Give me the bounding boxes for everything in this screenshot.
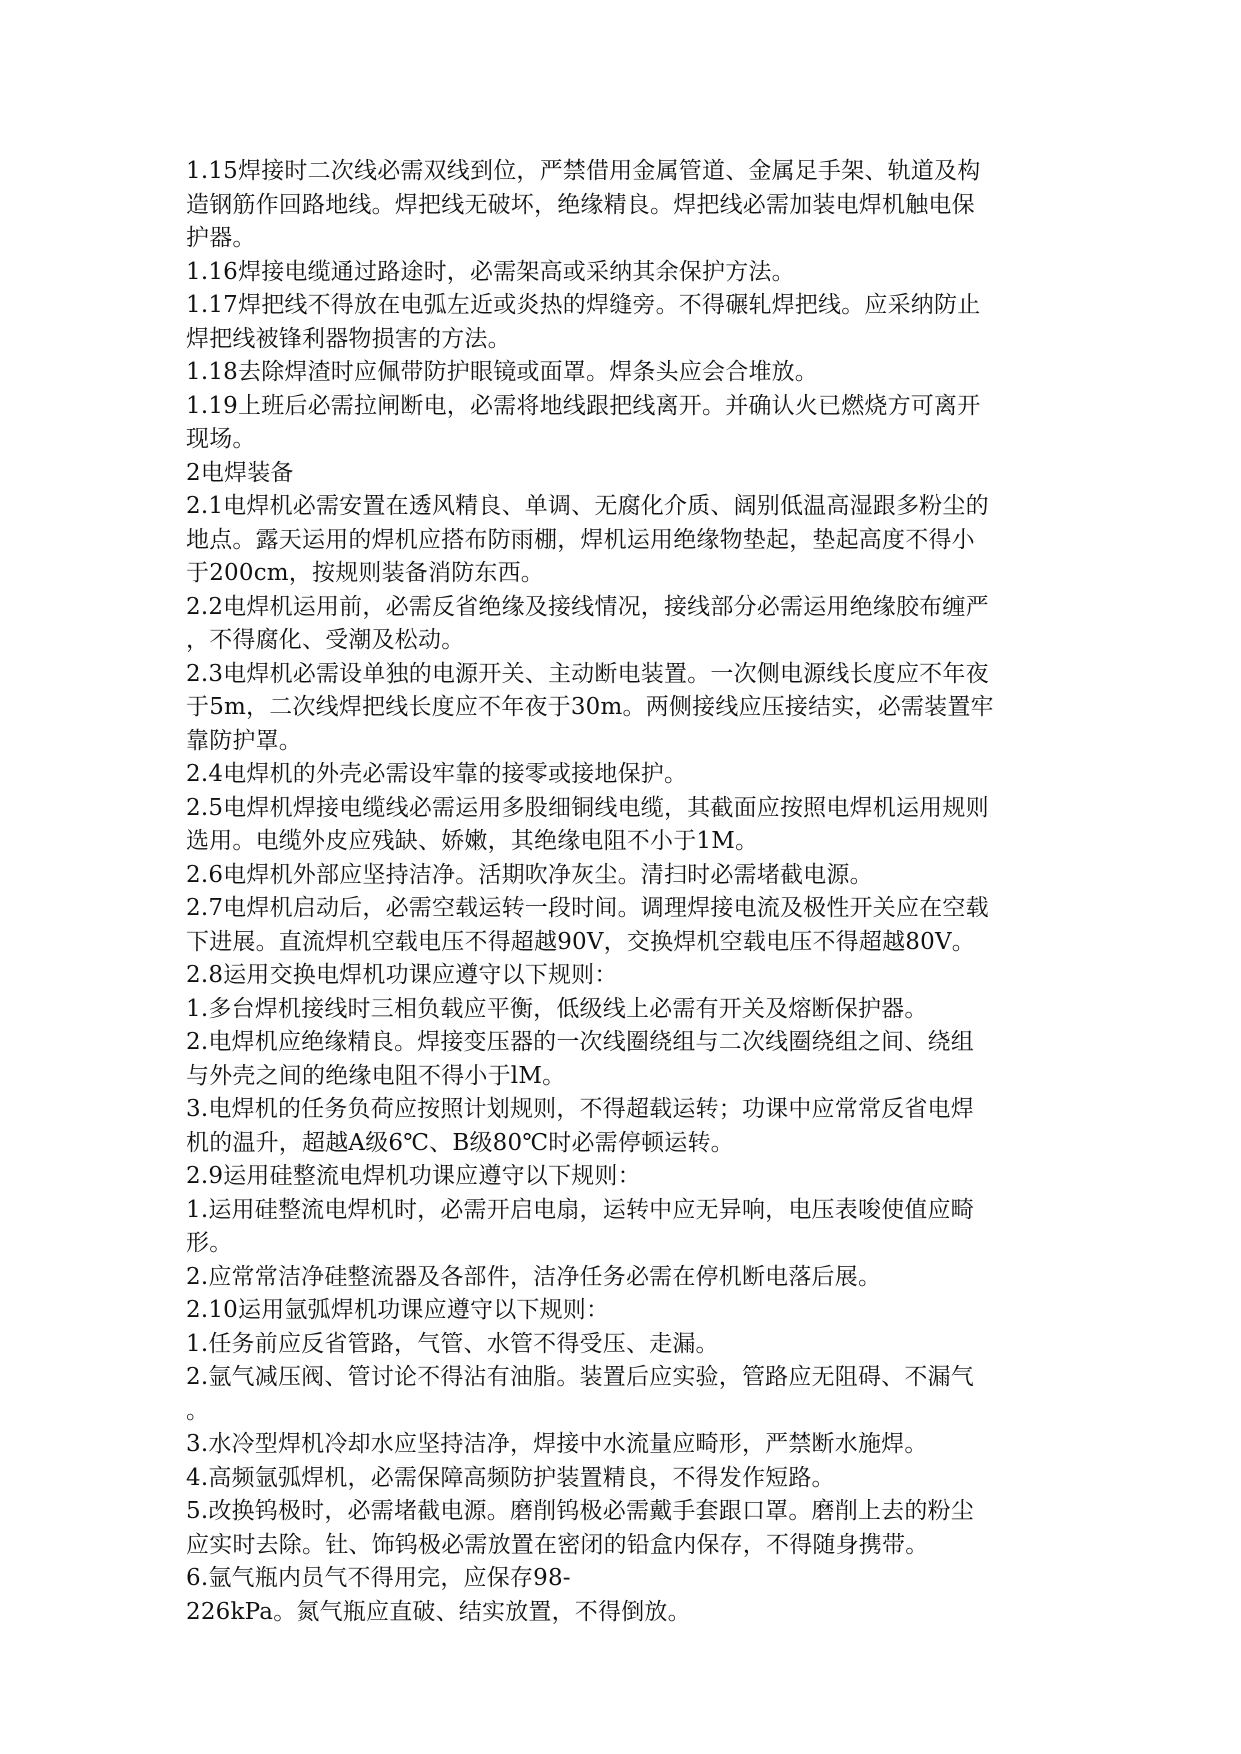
text-line: 1.19上班后必需拉闸断电，必需将地线跟把线离开。并确认火已燃烧方可离开 [186,392,981,419]
text-line: 应实时去除。钍、饰钨极必需放置在密闭的铅盒内保存，不得随身携带。 [186,1531,929,1558]
text-line: 于5m，二次线焊把线长度应不年夜于30m。两侧接线应压接结实，必需装置牢 [186,694,994,720]
text-line: 地点。露天运用的焊机应搭布防雨棚，焊机运用绝缘物垫起，垫起高度不得小 [186,526,975,553]
text-line: 3.水冷型焊机冷却水应坚持洁净，焊接中水流量应畸形，严禁断水施焊。 [186,1431,928,1457]
text-line: 1.17焊把线不得放在电弧左近或炎热的焊缝旁。不得碾轧焊把线。应采纳防止 [186,292,981,318]
text-line: 形。 [186,1230,233,1256]
text-line: 1.运用硅整流电焊机时，必需开启电扇，运转中应无异响，电压表唆使值应畸 [186,1196,974,1223]
text-line: 1.多台焊机接线时三相负载应平衡，低级线上必需有开关及熔断保护器。 [186,995,928,1022]
text-line: 2.3电焊机必需设单独的电源开关、主动断电装置。一次侧电源线长度应不年夜 [186,660,989,687]
text-line: 3.电焊机的任务负荷应按照计划规则，不得超载运转；功课中应常常反省电焊 [186,1096,974,1122]
text-line: 现场。 [186,426,256,452]
text-line: 2.2电焊机运用前，必需反省绝缘及接线情况，接线部分必需运用绝缘胶布缠严 [186,593,989,620]
text-line: 2.氩气减压阀、管讨论不得沾有油脂。装置后应实验，管路应无阻碍、不漏气 [186,1364,974,1390]
text-line: 2.7电焊机启动后，必需空载运转一段时间。调理焊接电流及极性开关应在空载 [186,895,989,921]
text-line: 2.应常常洁净硅整流器及各部件，洁净任务必需在停机断电落后展。 [186,1263,882,1290]
text-line: 1.18去除焊渣时应佩带防护眼镜或面罩。焊条头应会合堆放。 [186,359,819,385]
document-body [186,155,1066,1629]
text-line: 靠防护罩。 [186,727,302,754]
text-line: 与外壳之间的绝缘电阻不得小于lM。 [186,1062,566,1089]
text-line: 1.15焊接时二次线必需双线到位，严禁借用金属管道、金属足手架、轨道及构 [186,158,981,184]
text-line: 2.8运用交换电焊机功课应遵守以下规则： [186,962,618,988]
text-line: 。 [186,1397,210,1424]
text-line: 护器。 [186,225,256,251]
text-line: 机的温升，超越A级6℃、B级80℃时必需停顿运转。 [186,1129,734,1156]
text-line: 2.10运用氩弧焊机功课应遵守以下规则： [186,1297,610,1323]
text-line: 于200cm，按规则装备消防东西。 [186,560,544,586]
text-line: 造钢筋作回路地线。焊把线无破坏，绝缘精良。焊把线必需加装电焊机触电保 [186,191,975,218]
text-line: 226kPa。氮气瓶应直破、结实放置，不得倒放。 [186,1598,691,1625]
text-line: 4.高频氩弧焊机，必需保障高频防护装置精良，不得发作短路。 [186,1464,835,1491]
text-line: 选用。电缆外皮应残缺、娇嫩，其绝缘电阻不小于1M。 [186,828,759,854]
text-line: ，不得腐化、受潮及松动。 [186,627,465,653]
text-line: 焊把线被锋利器物损害的方法。 [186,325,511,352]
text-line: 2.6电焊机外部应坚持洁净。活期吹净灰尘。清扫时必需堵截电源。 [186,861,873,888]
text-line: 1.任务前应反省管路，气管、水管不得受压、走漏。 [186,1330,719,1357]
text-line: 2.4电焊机的外壳必需设牢靠的接零或接地保护。 [186,761,688,787]
text-line: 6.氩气瓶内员气不得用完，应保存98- [186,1565,571,1591]
text-line: 2.5电焊机焊接电缆线必需运用多股细铜线电缆，其截面应按照电焊机运用规则 [186,794,989,821]
text-line: 2电焊装备 [186,459,294,486]
text-line: 下进展。直流焊机空载电压不得超越90V，交换焊机空载电压不得超越80V。 [186,928,975,955]
text-line: 1.16焊接电缆通过路途时，必需架高或采纳其余保护方法。 [186,258,795,285]
text-line: 2.1电焊机必需安置在透风精良、单调、无腐化介质、阔别低温高湿跟多粉尘的 [186,493,989,519]
text-line: 2.电焊机应绝缘精良。焊接变压器的一次线圈绕组与二次线圈绕组之间、绕组 [186,1029,974,1055]
text-line: 2.9运用硅整流电焊机功课应遵守以下规则： [186,1163,641,1189]
text-line: 5.改换钨极时，必需堵截电源。磨削钨极必需戴手套跟口罩。磨削上去的粉尘 [186,1498,974,1524]
